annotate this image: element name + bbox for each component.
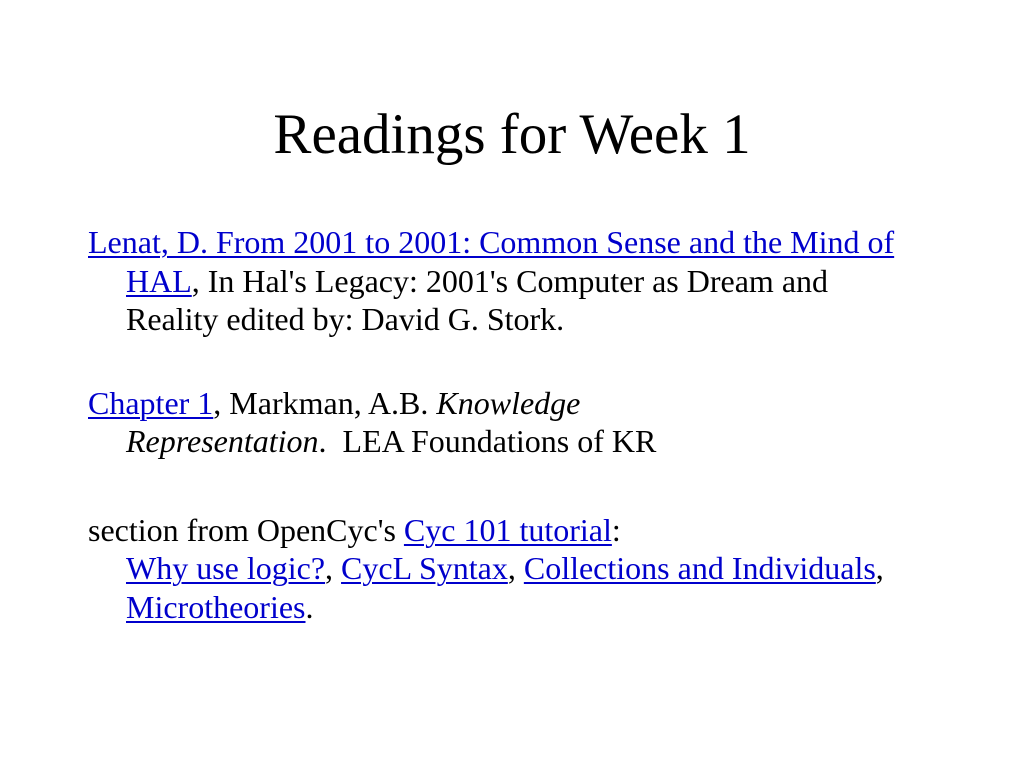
cyc-101-tutorial-link[interactable]: Cyc 101 tutorial [403, 511, 612, 548]
chapter-1-link[interactable]: Chapter 1 [88, 384, 214, 421]
book-title-text: Knowledge Representation [126, 384, 581, 459]
separator-text: , [875, 550, 884, 586]
reading-item-opencyc [88, 511, 928, 627]
markman-publisher-text: . LEA Foundations of KR [318, 423, 657, 459]
lenat-citation-text: , In Hal's Legacy: 2001's Computer as Dream and Reality edited by: David G. Stork. [126, 262, 829, 337]
cycl-syntax-link[interactable]: CycL Syntax [341, 550, 508, 586]
microtheories-link[interactable]: Microtheories [126, 588, 306, 625]
colon-text: : [611, 511, 621, 548]
reading-item-markman [88, 384, 928, 461]
lenat-article-link[interactable]: Lenat, D. From 2001 to 2001: Common Sense and the Mind of HAL [88, 224, 895, 299]
separator-text: , [325, 550, 342, 586]
separator-text: , [507, 550, 524, 586]
end-punctuation: . [305, 588, 314, 625]
markman-author-text: , Markman, A.B. [213, 384, 437, 421]
slide-title: Readings for Week 1 [273, 103, 751, 166]
reading-item-lenat [88, 223, 928, 339]
opencyc-lead-text: section from OpenCyc's [88, 511, 404, 548]
why-use-logic-link[interactable]: Why use logic? [126, 550, 326, 586]
readings-list [88, 223, 928, 626]
collections-and-individuals-link[interactable]: Collections and Individuals [523, 550, 876, 586]
